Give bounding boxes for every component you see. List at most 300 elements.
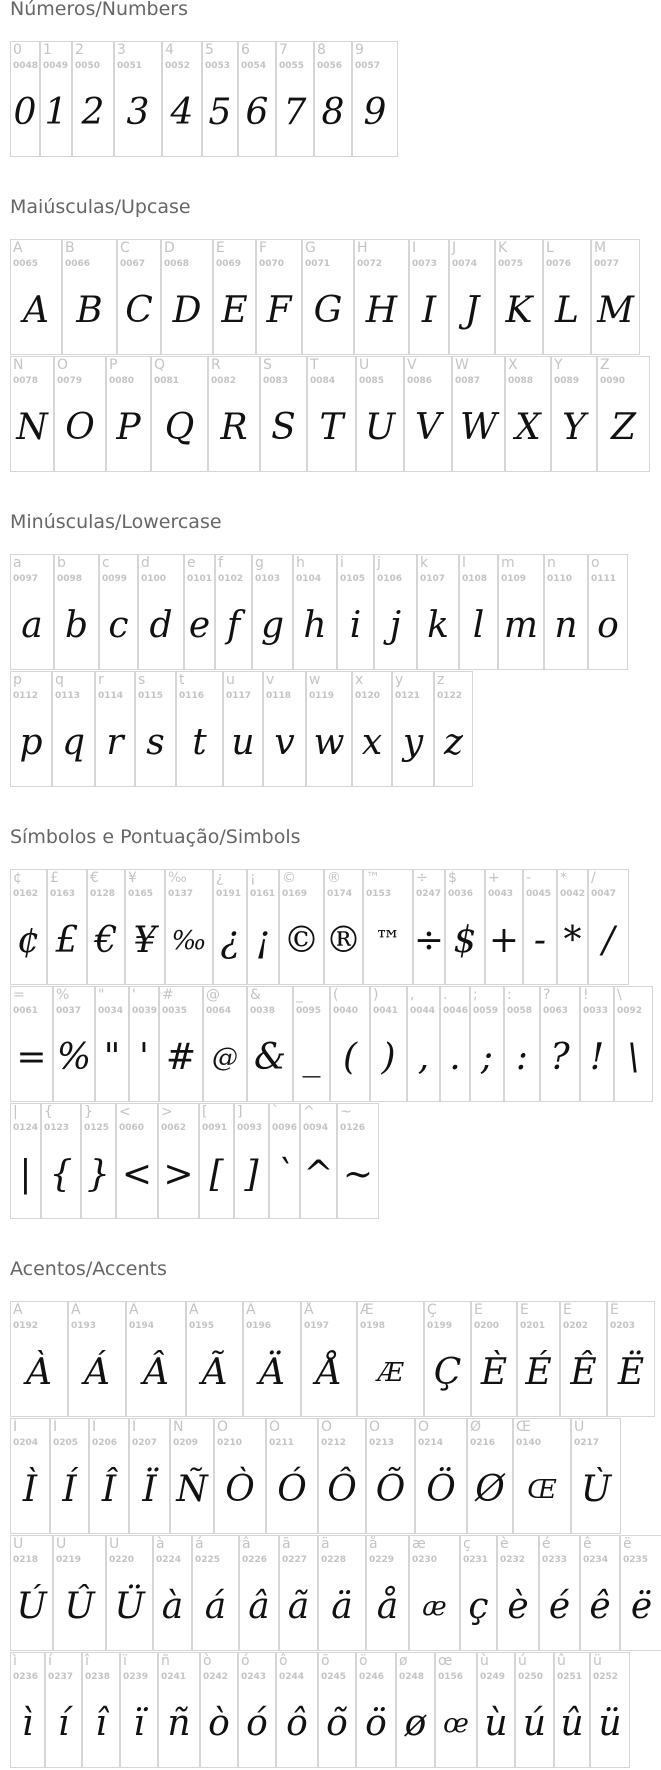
glyph-character-label: À <box>13 1302 23 1318</box>
glyph-sample: 6 <box>245 92 269 133</box>
glyph-character-label: % <box>56 987 70 1003</box>
glyph-code-label: 0072 <box>357 259 383 269</box>
glyph-character-label: ¿ <box>216 870 224 886</box>
glyph-cell <box>374 554 417 670</box>
glyph-code-label: 0194 <box>129 1321 155 1331</box>
glyph-code-label: 0095 <box>296 1006 322 1016</box>
glyph-character-label: 7 <box>279 42 288 58</box>
glyph-cell <box>200 1652 238 1768</box>
glyph-character-label: ® <box>327 870 341 886</box>
glyph-character-label: 6 <box>241 42 250 58</box>
glyph-character-label: ç <box>463 1536 471 1552</box>
glyph-character-label: © <box>282 870 296 886</box>
glyph-character-label: € <box>90 870 99 886</box>
glyph-character-label: W <box>455 357 469 373</box>
glyph-cell <box>50 1418 89 1534</box>
glyph-code-label: 0107 <box>420 574 446 584</box>
glyph-cell <box>409 1535 460 1651</box>
glyph-character-label: ~ <box>340 1104 352 1120</box>
glyph-code-label: 0078 <box>13 376 39 386</box>
glyph-character-label: ; <box>473 987 478 1003</box>
glyph-sample: g <box>260 605 285 646</box>
glyph-code-label: 0083 <box>263 376 289 386</box>
glyph-code-label: 0042 <box>560 889 586 899</box>
glyph-code-label: 0082 <box>211 376 237 386</box>
glyph-code-label: 0039 <box>132 1006 158 1016</box>
glyph-cell <box>81 1103 116 1219</box>
glyph-code-label: 0087 <box>455 376 481 386</box>
glyph-sample: _ <box>302 1037 321 1078</box>
glyph-code-label: 0080 <box>109 376 135 386</box>
glyph-cell <box>513 1418 571 1534</box>
glyph-character-label: õ <box>321 1653 330 1669</box>
glyph-code-label: 0040 <box>333 1006 359 1016</box>
glyph-character-label: Õ <box>369 1419 381 1435</box>
glyph-code-label: 0238 <box>85 1672 111 1682</box>
glyph-sample: ÷ <box>413 920 445 961</box>
glyph-character-label: j <box>377 555 381 571</box>
glyph-sample: Ó <box>277 1469 307 1510</box>
glyph-character-label: n <box>547 555 556 571</box>
section-title-symbols: Símbolos e Pontuação/Simbols <box>10 826 301 848</box>
glyph-code-label: 0108 <box>462 574 488 584</box>
glyph-cell <box>588 869 629 985</box>
glyph-code-label: 0161 <box>250 889 276 899</box>
glyph-sample: à <box>161 1586 184 1627</box>
glyph-code-label: 0114 <box>98 691 124 701</box>
glyph-cell <box>352 41 398 157</box>
glyph-character-label: 9 <box>355 42 364 58</box>
glyph-cell <box>300 1103 337 1219</box>
glyph-cell <box>363 869 413 985</box>
glyph-sample: . <box>449 1037 461 1078</box>
glyph-sample: 9 <box>363 92 387 133</box>
glyph-sample: Å <box>316 1352 342 1393</box>
glyph-code-label: 0065 <box>13 259 39 269</box>
glyph-sample: Ú <box>16 1586 47 1627</box>
glyph-cell <box>551 356 597 472</box>
glyph-cell <box>392 671 434 787</box>
glyph-cell <box>125 869 165 985</box>
glyph-cell <box>590 1652 630 1768</box>
glyph-sample: @ <box>212 1043 238 1073</box>
glyph-character-label: Z <box>600 357 610 373</box>
glyph-code-label: 0037 <box>56 1006 82 1016</box>
glyph-sample: > <box>163 1154 194 1195</box>
glyph-character-label: Î <box>92 1419 97 1435</box>
glyph-character-label: Œ <box>516 1419 531 1435</box>
glyph-character-label: ã <box>282 1536 291 1552</box>
glyph-sample: : <box>515 1037 529 1078</box>
glyph-cell <box>239 1535 279 1651</box>
glyph-character-label: } <box>84 1104 93 1120</box>
glyph-sample: Ñ <box>176 1469 208 1510</box>
glyph-character-label: Ï <box>132 1419 137 1435</box>
glyph-sample: ( <box>342 1037 358 1078</box>
glyph-character-label: h <box>296 555 305 571</box>
glyph-sample: ú <box>522 1703 547 1744</box>
glyph-code-label: 0206 <box>92 1438 118 1448</box>
glyph-character-label: à <box>156 1536 165 1552</box>
glyph-character-label: í <box>48 1653 52 1669</box>
glyph-cell <box>467 1418 513 1534</box>
glyph-code-label: 0089 <box>554 376 580 386</box>
glyph-cell <box>279 1535 318 1651</box>
glyph-cell <box>10 1535 53 1651</box>
glyph-sample: m <box>503 605 539 646</box>
glyph-character-label: ó <box>241 1653 250 1669</box>
glyph-character-label: ú <box>518 1653 527 1669</box>
glyph-code-label: 0169 <box>282 889 308 899</box>
glyph-cell <box>324 869 363 985</box>
glyph-code-label: 0237 <box>48 1672 74 1682</box>
glyph-character-label: Ñ <box>173 1419 184 1435</box>
glyph-character-label: N <box>13 357 24 373</box>
glyph-cell <box>504 986 540 1102</box>
glyph-code-label: 0198 <box>360 1321 386 1331</box>
glyph-code-label: 0204 <box>13 1438 39 1448</box>
glyph-cell <box>53 986 95 1102</box>
glyph-character-label: ä <box>321 1536 330 1552</box>
glyph-cell <box>256 239 302 355</box>
glyph-cell <box>106 356 151 472</box>
glyph-cell <box>208 356 260 472</box>
glyph-sample: Q <box>164 407 195 448</box>
glyph-character-label: 2 <box>75 42 84 58</box>
glyph-character-label: Ä <box>246 1302 256 1318</box>
glyph-code-label: 0061 <box>13 1006 39 1016</box>
glyph-sample: c <box>108 605 129 646</box>
glyph-character-label: C <box>120 240 130 256</box>
glyph-cell <box>539 1535 580 1651</box>
glyph-character-label: Ç <box>427 1302 437 1318</box>
section-title-upcase: Maiúsculas/Upcase <box>10 196 191 218</box>
glyph-code-label: 0128 <box>90 889 116 899</box>
glyph-character-label: Ê <box>563 1302 572 1318</box>
glyph-cell <box>223 671 263 787</box>
glyph-character-label: ò <box>203 1653 212 1669</box>
glyph-character-label: J <box>452 240 457 256</box>
glyph-code-label: 0120 <box>355 691 381 701</box>
glyph-sample: ù <box>484 1703 508 1744</box>
glyph-code-label: 0058 <box>507 1006 533 1016</box>
glyph-sample: " <box>103 1037 121 1078</box>
glyph-code-label: 0086 <box>407 376 433 386</box>
glyph-sample: f <box>226 605 241 646</box>
glyph-character-label: d <box>141 555 150 571</box>
glyph-cell <box>591 239 640 355</box>
glyph-character-label: Æ <box>360 1302 374 1318</box>
glyph-code-label: 0195 <box>189 1321 215 1331</box>
glyph-character-label: + <box>488 870 500 886</box>
glyph-code-label: 0035 <box>162 1006 188 1016</box>
glyph-sample: Ü <box>114 1586 145 1627</box>
glyph-character-label: ] <box>237 1104 243 1120</box>
glyph-code-label: 0211 <box>269 1438 295 1448</box>
glyph-code-label: 0043 <box>488 889 514 899</box>
glyph-character-label: È <box>474 1302 483 1318</box>
glyph-sample: ; <box>480 1037 494 1078</box>
glyph-cell <box>10 1103 41 1219</box>
glyph-sample: L <box>555 290 579 331</box>
glyph-sample: å <box>376 1586 399 1627</box>
glyph-cell <box>10 671 52 787</box>
glyph-cell <box>597 356 650 472</box>
glyph-sample: 3 <box>126 92 150 133</box>
glyph-code-label: 0242 <box>203 1672 229 1682</box>
glyph-code-label: 0070 <box>259 259 285 269</box>
glyph-sample: Y <box>562 407 586 448</box>
glyph-cell <box>543 239 591 355</box>
glyph-character-label: L <box>546 240 554 256</box>
glyph-character-label: f <box>218 555 223 571</box>
glyph-code-label: 0084 <box>310 376 336 386</box>
glyph-character-label: U <box>359 357 370 373</box>
glyph-cell <box>10 869 47 985</box>
glyph-character-label: Í <box>53 1419 58 1435</box>
glyph-sample: + <box>488 920 520 961</box>
glyph-sample: M <box>597 290 634 331</box>
glyph-sample: q <box>61 722 86 763</box>
glyph-character-label: î <box>85 1653 89 1669</box>
glyph-sample: £ <box>55 920 79 961</box>
glyph-code-label: 0117 <box>226 691 252 701</box>
glyph-character-label: = <box>13 987 25 1003</box>
glyph-code-label: 0162 <box>13 889 39 899</box>
glyph-sample: ì <box>21 1703 34 1744</box>
glyph-code-label: 0210 <box>217 1438 243 1448</box>
glyph-character-label: Ò <box>217 1419 229 1435</box>
glyph-character-label: , <box>410 987 415 1003</box>
glyph-character-label: < <box>119 1104 131 1120</box>
section-title-numbers: Números/Numbers <box>10 0 188 20</box>
glyph-cell <box>176 671 223 787</box>
glyph-cell <box>106 1535 153 1651</box>
glyph-character-label: ÷ <box>416 870 428 886</box>
glyph-cell <box>95 986 129 1102</box>
glyph-cell <box>10 41 40 157</box>
glyph-code-label: 0235 <box>623 1555 649 1565</box>
glyph-sample: ~ <box>342 1154 374 1195</box>
glyph-code-label: 0068 <box>164 259 190 269</box>
glyph-code-label: 0213 <box>369 1438 395 1448</box>
glyph-sample: P <box>116 407 141 448</box>
glyph-code-label: 0231 <box>463 1555 489 1565</box>
glyph-sample: x <box>361 722 383 763</box>
glyph-character-label: { <box>44 1104 53 1120</box>
glyph-code-label: 0207 <box>132 1438 158 1448</box>
glyph-sample: l <box>472 605 485 646</box>
glyph-character-label: m <box>501 555 515 571</box>
glyph-sample: e <box>188 605 211 646</box>
glyph-character-label: @ <box>206 987 220 1003</box>
glyph-code-label: 0063 <box>543 1006 569 1016</box>
glyph-character-label: á <box>195 1536 204 1552</box>
glyph-sample: û <box>560 1703 584 1744</box>
glyph-code-label: 0232 <box>500 1555 526 1565</box>
glyph-cell <box>120 1652 158 1768</box>
glyph-code-label: 0112 <box>13 691 39 701</box>
glyph-cell <box>440 986 470 1102</box>
glyph-sample: W <box>459 407 497 448</box>
glyph-sample: p <box>19 722 43 763</box>
glyph-sample: õ <box>326 1703 348 1744</box>
glyph-character-label: > <box>161 1104 173 1120</box>
glyph-character-label: E <box>216 240 225 256</box>
glyph-sample: s <box>146 722 165 763</box>
glyph-character-label: V <box>407 357 417 373</box>
glyph-sample: Â <box>143 1352 169 1393</box>
glyph-sample: R <box>220 407 248 448</box>
glyph-code-label: 0163 <box>50 889 76 899</box>
glyph-cell <box>184 554 215 670</box>
glyph-cell <box>247 986 293 1102</box>
glyph-code-label: 0233 <box>542 1555 568 1565</box>
glyph-sample: 8 <box>321 92 345 133</box>
glyph-sample: ? <box>550 1037 570 1078</box>
glyph-code-label: 0229 <box>369 1555 395 1565</box>
glyph-character-label: Á <box>71 1302 81 1318</box>
glyph-sample: Ö <box>426 1469 456 1510</box>
glyph-code-label: 0251 <box>557 1672 583 1682</box>
glyph-sample: ` <box>275 1154 294 1195</box>
glyph-character-label: Â <box>129 1302 139 1318</box>
glyph-code-label: 0073 <box>412 259 438 269</box>
glyph-sample: î <box>95 1703 107 1744</box>
glyph-cell <box>203 986 247 1102</box>
glyph-cell <box>10 1301 68 1417</box>
glyph-character-label: Ó <box>269 1419 281 1435</box>
glyph-code-label: 0054 <box>241 61 267 71</box>
glyph-character-label: ` <box>272 1104 279 1120</box>
glyph-code-label: 0053 <box>205 61 231 71</box>
glyph-code-label: 0137 <box>168 889 194 899</box>
glyph-character-label: y <box>395 672 404 688</box>
glyph-character-label: F <box>259 240 268 256</box>
glyph-sample: { <box>49 1154 73 1195</box>
glyph-sample: V <box>415 407 441 448</box>
glyph-code-label: 0230 <box>412 1555 438 1565</box>
glyph-cell <box>517 1301 560 1417</box>
glyph-code-label: 0203 <box>610 1321 636 1331</box>
glyph-code-label: 0104 <box>296 574 322 584</box>
glyph-character-label: 3 <box>117 42 126 58</box>
glyph-cell <box>238 1652 276 1768</box>
glyph-cell <box>213 239 256 355</box>
glyph-character-label: é <box>542 1536 551 1552</box>
glyph-character-label: Y <box>554 357 563 373</box>
glyph-code-label: 0085 <box>359 376 385 386</box>
glyph-character-label: å <box>369 1536 378 1552</box>
glyph-character-label: Ã <box>189 1302 199 1318</box>
glyph-character-label: Ù <box>574 1419 585 1435</box>
glyph-character-label: Û <box>56 1536 67 1552</box>
glyph-cell <box>471 1301 517 1417</box>
glyph-sample: ç <box>468 1586 489 1627</box>
glyph-character-label: ) <box>373 987 379 1003</box>
glyph-sample: y <box>402 722 424 763</box>
glyph-code-label: 0220 <box>109 1555 135 1565</box>
glyph-code-label: 0081 <box>154 376 180 386</box>
glyph-character-label: œ <box>438 1653 453 1669</box>
glyph-sample: | <box>19 1154 32 1195</box>
glyph-code-label: 0051 <box>117 61 143 71</box>
glyph-sample: © <box>283 920 320 961</box>
glyph-cell <box>170 1418 214 1534</box>
glyph-character-label: a <box>13 555 22 571</box>
glyph-code-label: 0048 <box>13 61 39 71</box>
glyph-cell <box>114 41 162 157</box>
glyph-sample: k <box>427 605 449 646</box>
glyph-cell <box>302 239 354 355</box>
glyph-cell <box>165 869 213 985</box>
glyph-cell <box>417 554 459 670</box>
glyph-code-label: 0103 <box>255 574 281 584</box>
glyph-code-label: 0200 <box>474 1321 500 1331</box>
glyph-code-label: 0214 <box>418 1438 444 1448</box>
glyph-sample: ^ <box>303 1154 334 1195</box>
glyph-cell <box>515 1652 554 1768</box>
glyph-cell <box>72 41 114 157</box>
glyph-sample: 0 <box>13 92 37 133</box>
glyph-code-label: 0059 <box>473 1006 499 1016</box>
glyph-cell <box>580 1535 620 1651</box>
glyph-code-label: 0044 <box>410 1006 436 1016</box>
glyph-character-label: p <box>13 672 22 688</box>
glyph-sample: T <box>319 407 344 448</box>
glyph-code-label: 0060 <box>119 1123 145 1133</box>
glyph-character-label: ë <box>623 1536 632 1552</box>
glyph-cell <box>588 554 628 670</box>
glyph-character-label: Ø <box>470 1419 482 1435</box>
glyph-cell <box>52 671 95 787</box>
glyph-sample: S <box>271 407 296 448</box>
glyph-character-label: 5 <box>205 42 214 58</box>
glyph-sample: ™ <box>375 926 401 956</box>
glyph-cell <box>82 1652 120 1768</box>
glyph-code-label: 0075 <box>498 259 524 269</box>
glyph-character-label: / <box>591 870 596 886</box>
glyph-sample: } <box>87 1154 110 1195</box>
glyph-cell <box>53 1535 106 1651</box>
glyph-character-label: ü <box>593 1653 602 1669</box>
glyph-sample: G <box>313 290 343 331</box>
glyph-cell <box>301 1301 357 1417</box>
glyph-character-label: r <box>98 672 104 688</box>
glyph-character-label: " <box>98 987 105 1003</box>
glyph-character-label: ¡ <box>250 870 256 886</box>
glyph-cell <box>192 1535 239 1651</box>
glyph-sample: < <box>121 1154 153 1195</box>
glyph-character-label: M <box>594 240 607 256</box>
glyph-sample: Û <box>64 1586 95 1627</box>
glyph-cell <box>459 554 498 670</box>
glyph-cell <box>129 986 159 1102</box>
glyph-sample: d <box>149 605 173 646</box>
glyph-code-label: 0096 <box>272 1123 298 1133</box>
glyph-sample: ü <box>598 1703 622 1744</box>
glyph-character-label: ø <box>399 1653 408 1669</box>
glyph-character-label: u <box>226 672 235 688</box>
glyph-cell <box>307 356 356 472</box>
glyph-character-label: l <box>462 555 466 571</box>
glyph-cell <box>434 671 473 787</box>
glyph-character-label: è <box>500 1536 509 1552</box>
glyph-sample: Ù <box>580 1469 612 1510</box>
glyph-character-label: ‰ <box>168 870 187 886</box>
glyph-sample: ' <box>139 1037 149 1078</box>
glyph-sample: Ô <box>327 1469 357 1510</box>
